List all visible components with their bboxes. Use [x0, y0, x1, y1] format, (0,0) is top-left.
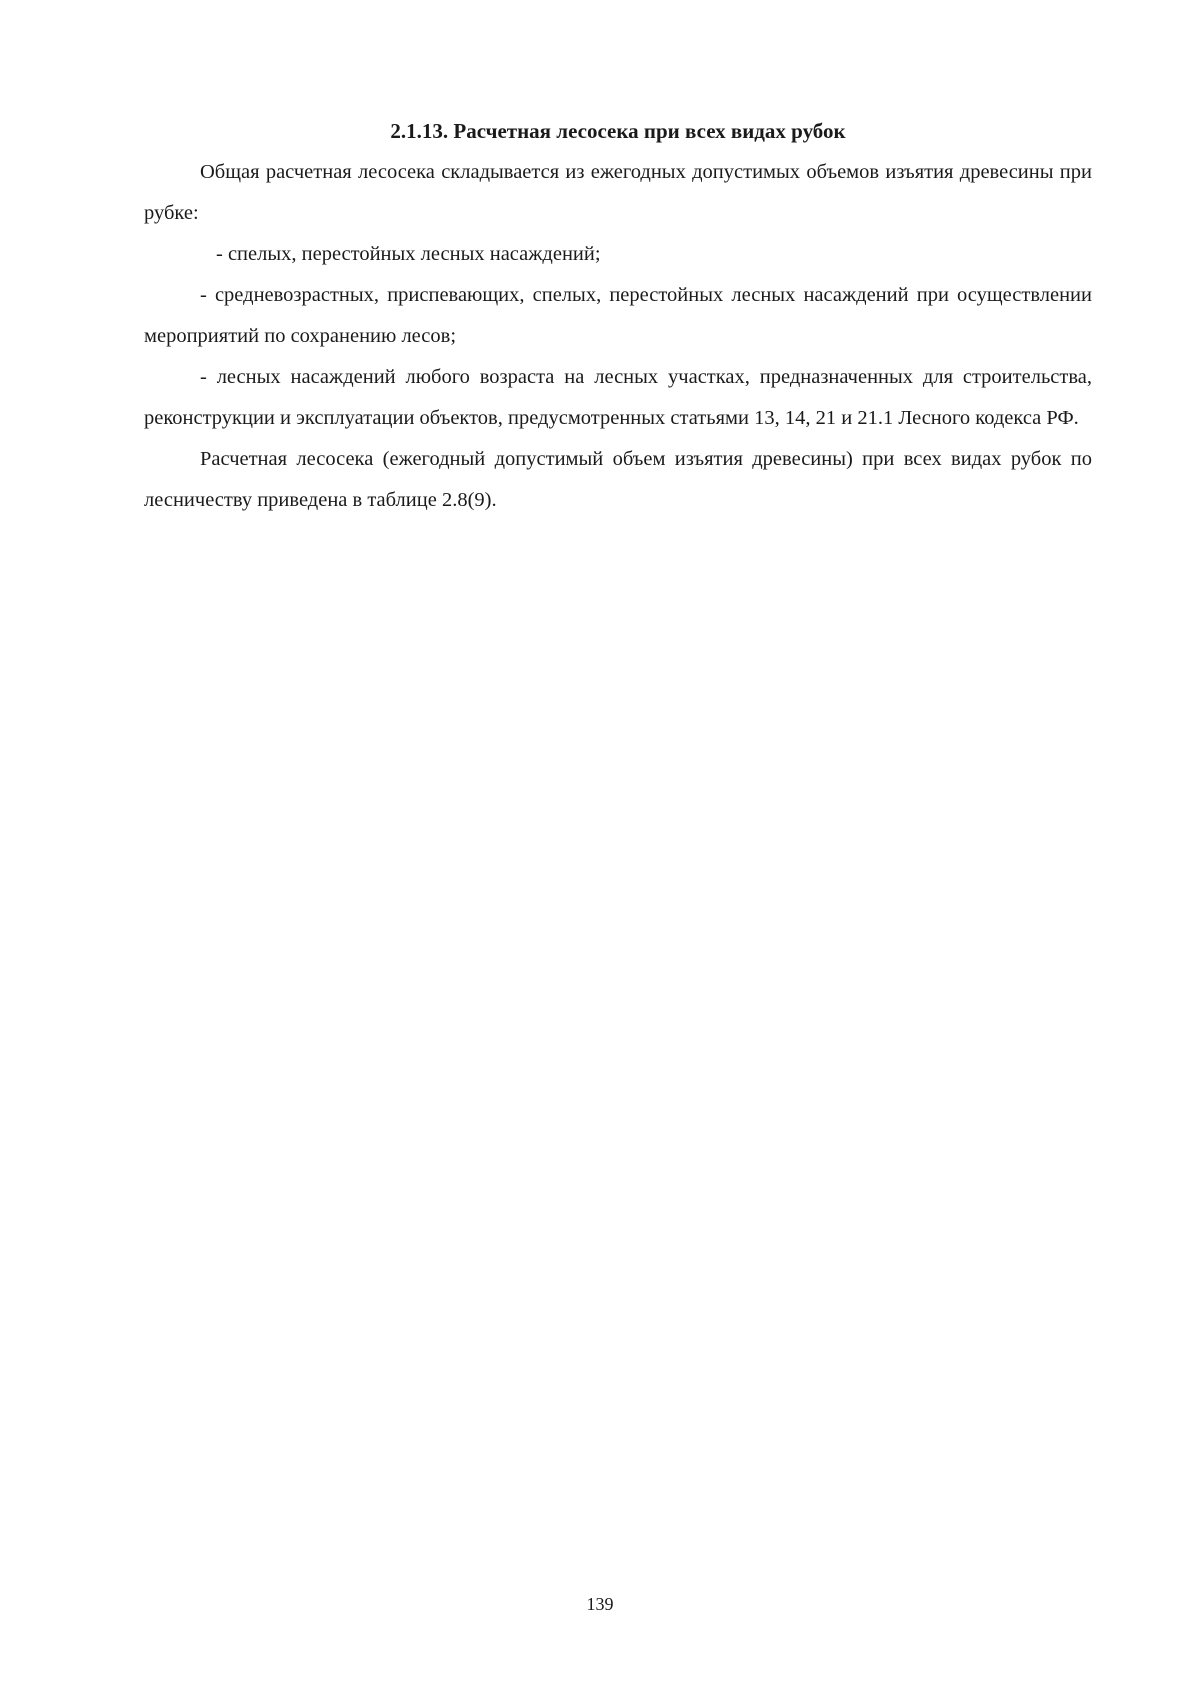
paragraph-intro: Общая расчетная лесосека складывается из ежегодных допустимых объемов изъятия древесины при рубке: — [144, 161, 1092, 224]
section-heading: 2.1.13. Расчетная лесосека при всех видах рубок — [390, 119, 846, 143]
page-content — [144, 116, 1092, 521]
list-item-any-age: - лесных насаждений любого возраста на лесных участках, предназначенных для строительства, реконструкции и эксплуатации объектов, предусмотренных статьями 13, 14, 21 и 21.1 Лесного кодекса РФ. — [144, 366, 1092, 429]
list-item-middle-aged: - средневозрастных, приспевающих, спелых, перестойных лесных насаждений при осуществлении мероприятий по сохранению лесов; — [144, 284, 1092, 347]
page-number: 139 — [586, 1594, 614, 1614]
paragraph-conclusion: Расчетная лесосека (ежегодный допустимый объем изъятия древесины) при всех видах рубок по лесничеству приведена в таблице 2.8(9). — [144, 448, 1092, 511]
list-item-mature: - спелых, перестойных лесных насаждений; — [216, 243, 601, 265]
